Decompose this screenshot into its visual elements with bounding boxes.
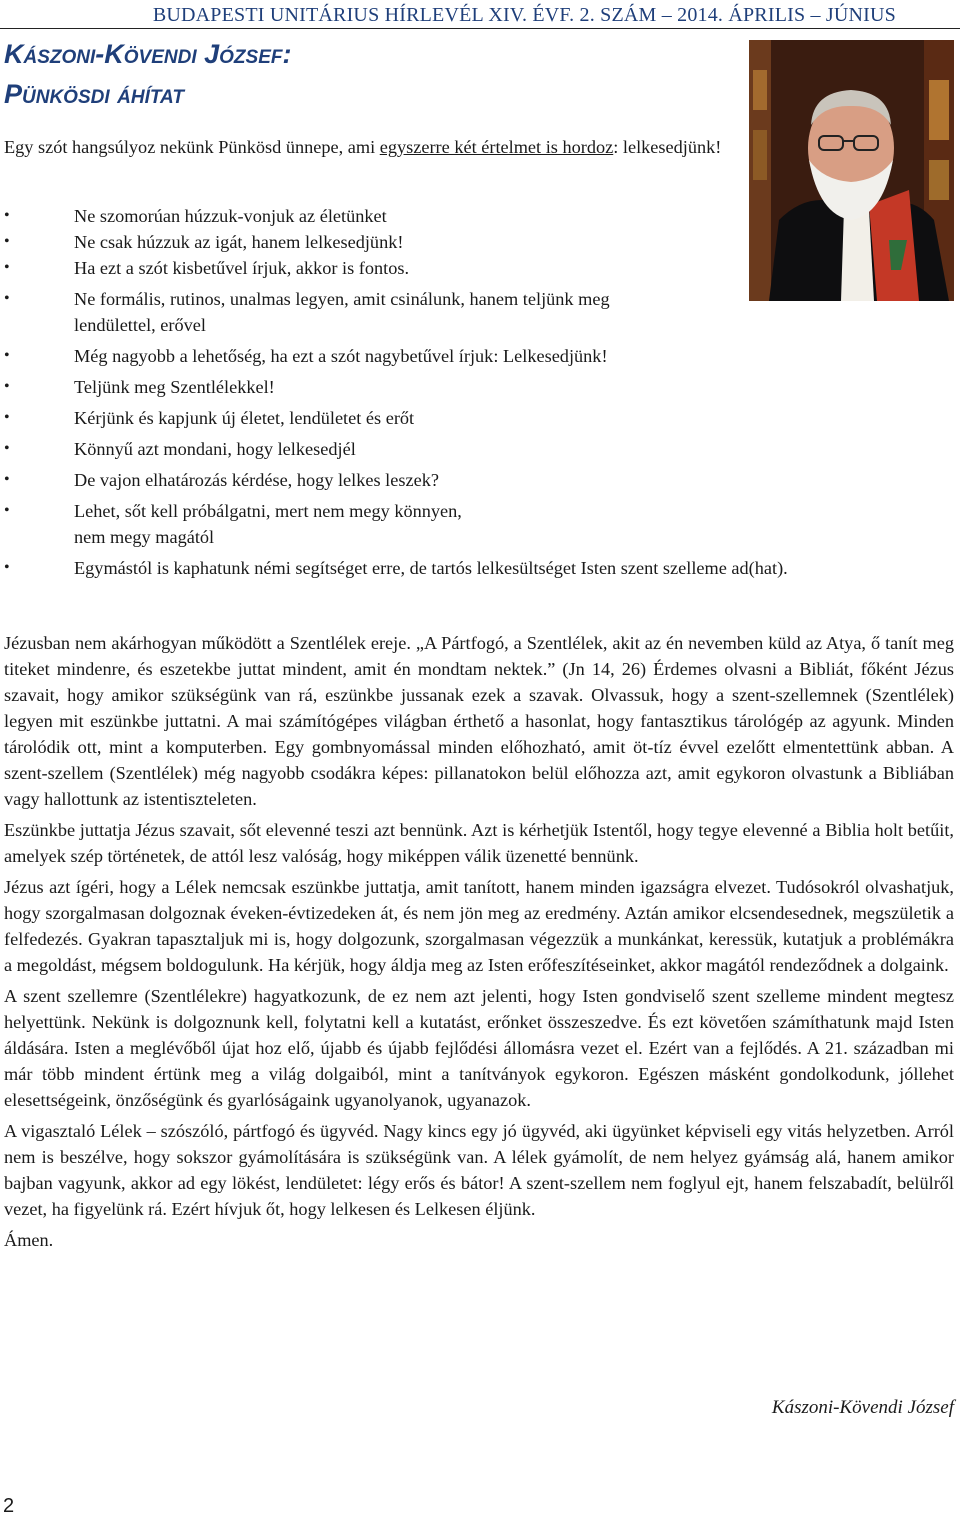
list-item: • Teljünk meg Szentlélekkel! xyxy=(0,374,754,400)
list-item: • De vajon elhatározás kérdése, hogy lelkes leszek? xyxy=(0,467,444,493)
list-item: • Egymástól is kaphatunk némi segítséget erre, de tartós lelkesültséget Isten szent szelleme ad(hat). xyxy=(0,555,954,581)
bullet-list xyxy=(0,203,954,581)
article-title xyxy=(4,34,704,114)
intro-underlined-text: egyszerre két értelmet is hordoz xyxy=(379,137,614,157)
list-item: • Ne csak húzzuk az igát, hanem lelkesedjünk! xyxy=(0,229,674,255)
list-item: • Ha ezt a szót kisbetűvel írjuk, akkor is fontos. xyxy=(0,255,674,281)
article-body xyxy=(4,630,954,1258)
list-item: • Ne szomorúan húzzuk-vonjuk az életünket xyxy=(0,203,674,229)
intro-text-end: : lelkesedjünk! xyxy=(613,137,722,157)
list-item: • Könnyű azt mondani, hogy lelkesedjél xyxy=(0,436,754,462)
title-heading: Pünkösdi áhítat xyxy=(4,79,184,109)
list-item: • Ne formális, rutinos, unalmas legyen, amit csinálunk, hanem teljünk meg lendülettel, erővel xyxy=(0,286,674,338)
intro-text: Egy szót hangsúlyoz nekünk Pünkösd ünnepe, ami xyxy=(4,137,380,157)
list-item: • Lehet, sőt kell próbálgatni, mert nem megy könnyen, nem megy magától xyxy=(0,498,464,550)
body-paragraph: Jézusban nem akárhogyan működött a Szentlélek ereje. „A Pártfogó, a Szentlélek, akit az én nevemben küld az Atya, ő tanít meg titeket mindenre, és eszetekbe juttat mindent, amit én mondtam nektek.” (Jn 14, 26) Érdemes olvasni a Bibliát, főként Jézus szavait, hogy amikor szükségünk van rá, eszünkbe jussanak ezek a szavak. Olvassuk, hogy a szent-szellemnek (Szentlélek) legyen mit eszünkbe juttatni. A mai számítógépes világban érthető a hasonlat, hogy fantasztikus tárológép az agyunk. Minden tárolódik ott, mint a komputerben. Egy gombnyomással minden előhozható, amit öt-tíz évvel ezelőtt elmentettünk abban. A szent-szellem (Szentlélek) még nagyobb csodákra képes: pillanatokon belül előhozza azt, amit egykoron olvastunk a Bibliában vagy hallottunk az istentiszteleten. xyxy=(4,633,954,809)
list-item: • Még nagyobb a lehetőség, ha ezt a szót nagybetűvel írjuk: Lelkesedjünk! xyxy=(0,343,754,369)
author-signature: Kászoni-Kövendi József xyxy=(771,1397,954,1418)
running-header xyxy=(0,0,960,29)
title-author: Kászoni-Kövendi József: xyxy=(4,39,292,69)
intro-paragraph xyxy=(4,134,744,160)
page-number: 2 xyxy=(3,1495,15,1517)
body-paragraph: Eszünkbe juttatja Jézus szavait, sőt elevenné teszi azt bennünk. Azt is kérhetjük Istentől, hogy tegye elevenné a Biblia holt betűit, amelyek szép történetek, de attól lesz valóság, hogy miképpen válik üzenetté bennünk. xyxy=(4,820,954,866)
body-paragraph: A vigasztaló Lélek – szószóló, pártfogó és ügyvéd. Nagy kincs egy jó ügyvéd, aki ügyünket képviseli egy vitás helyzetben. Arról nem is beszélve, hogy sokszor gyámolítására is szükségünk van. A lélek gyámolít, de nem helyez gyámság alá, hanem amikor bajban vagyunk, akkor ad egy lökést, lendületet: légy erős és bátor! A szent-szellem nem foglyul ejt, hanem felszabadít, belülről vezet, ha figyelünk rá. Ezért hívjuk őt, hogy lelkesen és Lelkesen éljünk. xyxy=(4,1121,954,1219)
body-paragraph: A szent szellemre (Szentlélekre) hagyatkozunk, de ez nem azt jelenti, hogy Isten gondviselő szent szelleme mindent megtesz helyettünk. Nekünk is dolgoznunk kell, folytatni kell a kutatást, erőnket összeszedve. És ezt követően számíthatunk majd Isten áldására. Isten a meglévőből újat hoz elő, újabb és újabb fejlődési állomásra vezet el. Ezért van a fejlődés. A 21. században mi már több mindent értünk meg a világ dolgaiból, mint a tanítványok egykoron. Egészen másként gondolkodunk, jóllehet elesettségeink, önzőségünk és gyarlóságaink ugyanolyanok, ugyanazok. xyxy=(4,986,954,1110)
list-item: • Kérjünk és kapjunk új életet, lendületet és erőt xyxy=(0,405,754,431)
header-text: BUDAPESTI UNITÁRIUS HÍRLEVÉL XIV. ÉVF. 2. SZÁM – 2014. ÁPRILIS – JÚNIUS xyxy=(152,4,896,26)
closing-amen: Ámen. xyxy=(4,1230,54,1250)
body-paragraph: Jézus azt ígéri, hogy a Lélek nemcsak eszünkbe juttatja, amit tanított, hanem minden igazságra elvezet. Tudósokról olvashatjuk, hogy szorgalmasan dolgoznak éveken-évtizedeken át, és nem jön meg az eredmény. Aztán amikor elcsendesednek, megszületik a felfedezés. Gyakran tapasztaljuk mi is, hogy dolgozunk, szorgalmasan végezzük a munkánkat, keressük, kutatjuk a problémákra a megoldást, mégsem boldogulunk. Ha kérjük, hogy áldja meg az Isten erőfeszítéseinket, akkor magától rendeződnek a dolgaink. xyxy=(4,877,954,975)
